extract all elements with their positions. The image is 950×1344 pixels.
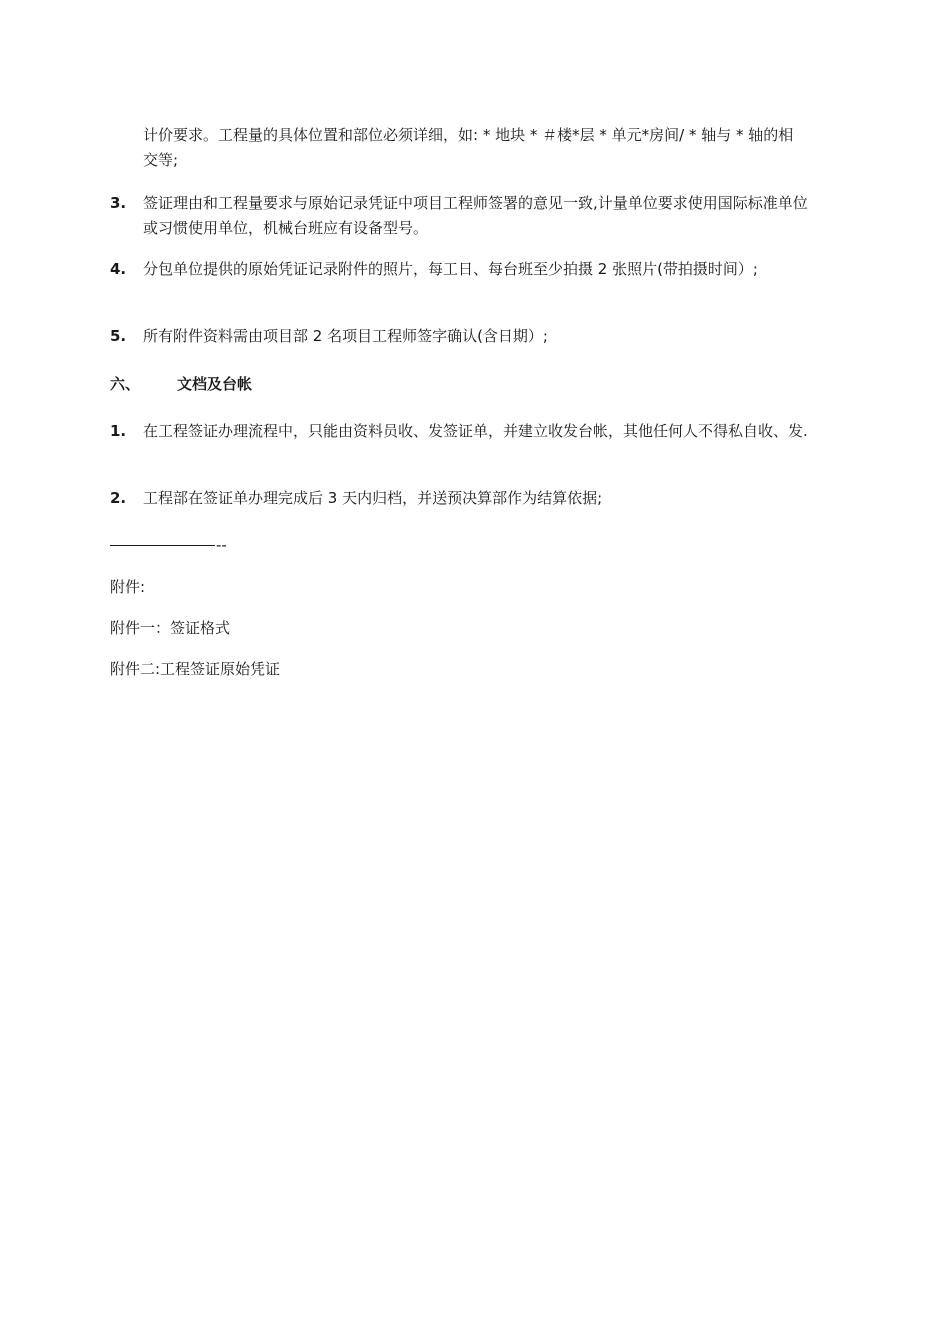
- list-item-text-5: 所有附件资料需由项目部 2 名项目工程师签字确认(含日期）;: [143, 327, 548, 345]
- separator-tail: --: [216, 536, 227, 554]
- continuation-paragraph: 计价要求。工程量的具体位置和部位必须详细，如: * 地块 * ＃楼*层 * 单元*房间/ * 轴与 * 轴的相交等;: [143, 126, 794, 169]
- section-title: 文档及台帐: [177, 375, 253, 393]
- list-item-number-4: 4.: [110, 260, 127, 278]
- list-item-number-3: 3.: [110, 194, 127, 212]
- attachment-item-2: 附件二:工程签证原始凭证: [110, 660, 281, 678]
- separator-line: [110, 545, 215, 546]
- list-b-item-number-2: 2.: [110, 489, 127, 507]
- list-b-item-text-2: 工程部在签证单办理完成后 3 天内归档，并送预决算部作为结算依据;: [143, 489, 603, 507]
- list-b-item-text-1: 在工程签证办理流程中，只能由资料员收、发签证单，并建立收发台帐，其他任何人不得私自收、发.: [143, 422, 808, 440]
- section-number: 六、: [110, 375, 141, 393]
- list-item-text-4: 分包单位提供的原始凭证记录附件的照片，每工日、每台班至少拍摄 2 张照片(带拍摄时间）;: [143, 260, 758, 278]
- attachment-item-1: 附件一：签证格式: [110, 619, 231, 637]
- list-item-number-5: 5.: [110, 327, 127, 345]
- list-item-text-3: 签证理由和工程量要求与原始记录凭证中项目工程师签署的意见一致,计量单位要求使用国际标准单位或习惯使用单位，机械台班应有设备型号。: [143, 194, 808, 237]
- attachments-label: 附件:: [110, 578, 146, 596]
- list-b-item-number-1: 1.: [110, 422, 127, 440]
